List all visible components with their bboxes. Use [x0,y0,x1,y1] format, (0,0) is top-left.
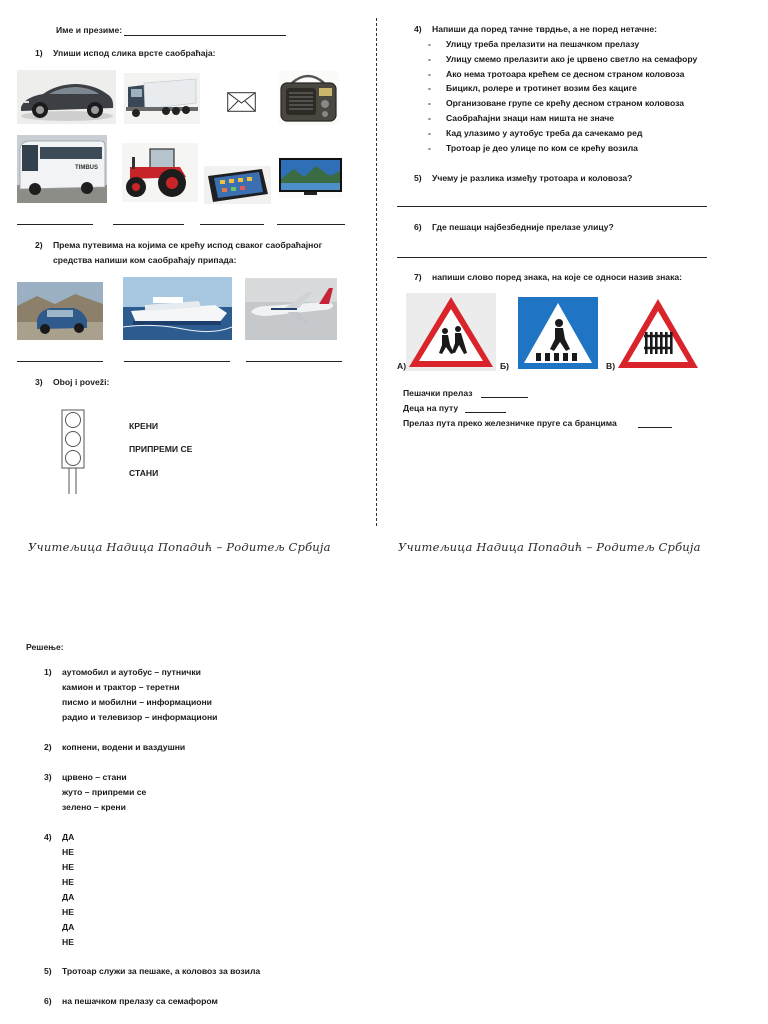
radio-photo [278,71,339,125]
q4-statement[interactable]: - Ако нема тротоара крећем се десном страном коловоза [428,69,697,84]
solution-number: 1) [44,667,52,677]
tractor-photo [122,143,198,202]
q4-statement[interactable]: - Улицу треба прелазити на пешачком прелазу [428,39,697,54]
q2-number: 2) [35,240,43,250]
q4-number: 4) [414,24,422,34]
q1-text: Упиши испод слика врсте саобраћаја: [53,48,216,58]
solution-number: 2) [44,742,52,752]
solution-line: ДА [62,922,75,932]
solution-number: 6) [44,996,52,1006]
bus-photo [17,135,107,203]
sign-name-railway: Прелаз пута преко железничке пруге са бранцима [403,418,617,428]
q6-answer-line[interactable] [397,257,707,258]
sign-c-letter: В) [606,361,616,371]
q3-word-go[interactable]: КРЕНИ [129,421,159,431]
solution-line: аутомобил и аутобус – путнички [62,667,201,677]
traffic-light-outline[interactable] [59,408,89,496]
solution-line: ДА [62,832,75,842]
solution-heading: Решење: [26,642,64,652]
q1-number: 1) [35,48,43,58]
q2-answer-line-1[interactable] [17,361,103,362]
signature-left: Учитељица Надица Попадић – Родитељ Србија [28,540,331,554]
sign-name-answer-line-2[interactable] [465,412,506,413]
tv-photo [278,157,343,198]
q5-number: 5) [414,173,422,183]
q3-word-ready[interactable]: ПРИПРЕМИ СЕ [129,444,193,454]
q2-text-line2: средства напиши ком саобраћају припада: [53,255,237,265]
q1-answer-line-4[interactable] [277,224,345,225]
solution-line: радио и телевизор – информациони [62,712,218,722]
solution-number: 3) [44,772,52,782]
solution-number: 5) [44,966,52,976]
q2-answer-line-3[interactable] [246,361,342,362]
q4-statement[interactable]: - Организоване групе се крећу десном страном коловоза [428,98,697,113]
sign-name-answer-line-1[interactable] [481,397,528,398]
suv-photo [17,282,103,340]
bus-brand-text: TIMBUS [75,165,98,171]
airplane-photo [245,278,337,340]
solution-line: копнени, водени и ваздушни [62,742,186,752]
q5-text: Учему је разлика између тротоара и коловоза? [432,173,633,183]
q4-text: Напиши да поред тачне тврдње, а не поред нетачне: [432,24,657,34]
q3-text: Oboj i poveži: [53,377,110,387]
children-crossing-sign-icon [406,293,496,371]
q4-statement[interactable]: - Кад улазимо у аутобус треба да сачекамо ред [428,128,697,143]
solution-line: ДА [62,892,75,902]
q3-number: 3) [35,377,43,387]
sign-name-pedestrian: Пешачки прелаз [403,388,473,398]
q3-word-stop[interactable]: СТАНИ [129,468,159,478]
sign-b-letter: Б) [500,361,510,371]
solution-line: на пешачком прелазу са семафором [62,996,218,1006]
signature-right: Учитељица Надица Попадић – Родитељ Србија [398,540,701,554]
car-photo [17,70,116,124]
solution-line: НЕ [62,847,74,857]
envelope-icon [227,92,256,112]
q4-statement-list [428,39,697,157]
pedestrian-crossing-sign-icon [518,297,598,369]
solution-number: 4) [44,832,52,842]
solution-line: Тротоар служи за пешаке, а коловоз за возила [62,966,261,976]
solution-line: НЕ [62,937,74,947]
solution-line: камион и трактор – теретни [62,682,180,692]
solution-line: НЕ [62,862,74,872]
solution-line: жуто – припреми се [62,787,147,797]
q6-number: 6) [414,222,422,232]
sign-name-answer-line-3[interactable] [638,427,672,428]
smartphone-photo [204,166,271,204]
q7-text: напиши слово поред знака, на које се односи назив знака: [432,272,683,282]
q4-statement[interactable]: - Улицу смемо прелазити ако је црвено светло на семафору [428,54,697,69]
solution-line: НЕ [62,907,74,917]
q5-answer-line[interactable] [397,206,707,207]
sign-a-letter: А) [397,361,407,371]
q4-statement[interactable]: - Саобраћајни знаци нам ништа не значе [428,113,697,128]
railway-crossing-sign-icon [616,296,700,371]
solution-line: зелено – крени [62,802,126,812]
page-divider [376,18,377,526]
sign-name-children: Деца на путу [403,403,459,413]
name-label: Име и презиме: [56,25,123,35]
solution-line: црвено – стани [62,772,127,782]
ship-photo [123,277,232,340]
q1-answer-line-3[interactable] [200,224,264,225]
solution-line: писмо и мобилни – информациони [62,697,212,707]
q1-answer-line-1[interactable] [17,224,93,225]
truck-photo [124,73,200,124]
q4-statement[interactable]: - Тротоар је део улице по ком се крећу возила [428,143,697,158]
q1-answer-line-2[interactable] [113,224,184,225]
q6-text: Где пешаци најбезбедније прелазе улицу? [432,222,614,232]
q7-number: 7) [414,272,422,282]
q2-text-line1: Према путевима на којима се крећу испод сваког саобраћајног [53,240,323,250]
q2-answer-line-2[interactable] [124,361,230,362]
solution-line: НЕ [62,877,74,887]
name-field-line[interactable] [124,35,286,36]
q4-statement[interactable]: - Бицикл, ролере и тротинет возим без кациге [428,83,697,98]
